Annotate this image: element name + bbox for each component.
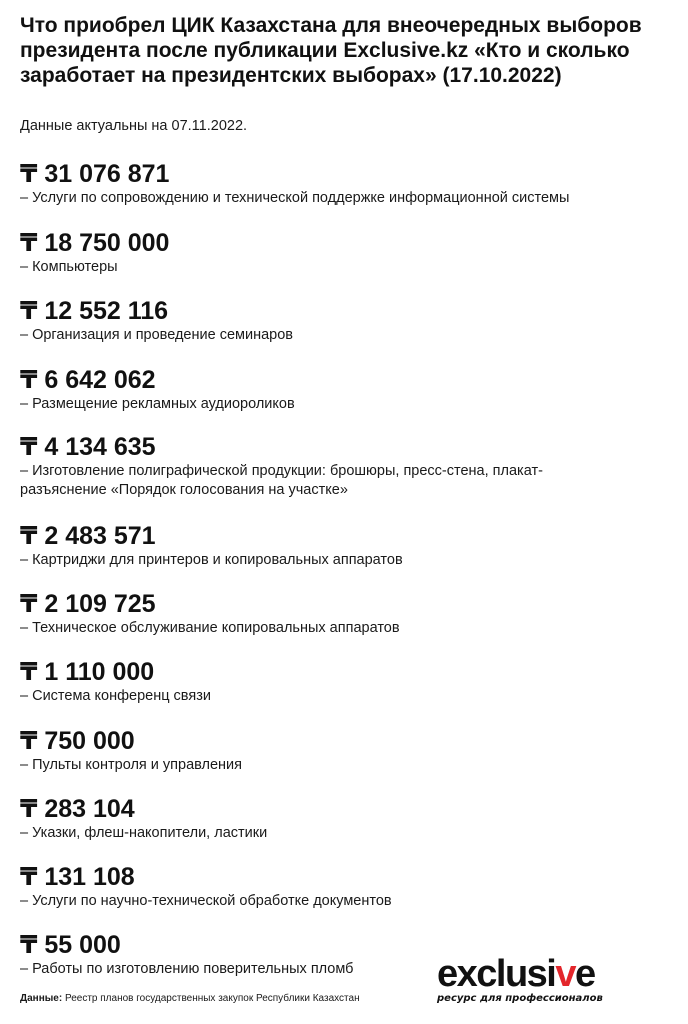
logo-word-main: exclusi <box>437 953 556 995</box>
purchase-item <box>20 229 680 277</box>
purchase-description: – Организация и проведение семинаров <box>20 327 293 343</box>
purchase-description: – Услуги по сопровождению и технической поддержке информационной системы <box>20 190 570 206</box>
purchase-amount: ₸ 283 104 <box>20 795 135 823</box>
purchase-description: – Изготовление полиграфической продукции: брошюры, пресс-стена, плакат-разъяснение «Порядок голосования на участке» <box>20 463 543 498</box>
purchase-item <box>20 433 680 500</box>
logo-word-accent: v <box>555 953 576 995</box>
purchase-amount: ₸ 31 076 871 <box>20 160 170 188</box>
purchase-item <box>20 863 680 911</box>
purchase-item <box>20 522 680 570</box>
page-title: Что приобрел ЦИК Казахстана для внеочередных выборов президента после публикации Exclusive.kz «Кто и сколько заработает на президентских выборах» (17.10.2022) <box>20 14 642 87</box>
purchase-description: – Картриджи для принтеров и копировальных аппаратов <box>20 552 403 568</box>
data-source-note <box>20 993 360 1005</box>
purchase-amount: ₸ 2 109 725 <box>20 590 156 618</box>
exclusive-logo <box>437 955 622 1011</box>
purchase-description: – Система конференц связи <box>20 688 211 704</box>
data-source-text: Реестр планов государственных закупок Республики Казахстан <box>64 993 360 1004</box>
logo-word-end: e <box>575 953 595 995</box>
purchase-amount: ₸ 131 108 <box>20 863 135 891</box>
purchase-description: – Указки, флеш-накопители, ластики <box>20 825 268 841</box>
purchase-item <box>20 795 680 843</box>
purchase-amount: ₸ 12 552 116 <box>20 297 169 325</box>
purchase-description: – Компьютеры <box>20 259 118 275</box>
purchase-item <box>20 727 680 775</box>
logo-tagline: ресурс для профессионалов <box>437 993 603 1004</box>
purchase-item <box>20 366 680 414</box>
purchase-description: – Услуги по научно-технической обработке документов <box>20 893 392 909</box>
purchase-description: – Размещение рекламных аудиороликов <box>20 396 295 412</box>
purchase-item <box>20 297 680 345</box>
purchase-description: – Работы по изготовлению поверительных пломб <box>20 961 354 977</box>
purchase-description: – Пульты контроля и управления <box>20 757 243 773</box>
logo-wordmark <box>437 955 622 993</box>
purchase-amount: ₸ 6 642 062 <box>20 366 156 394</box>
data-source-label: Данные: <box>20 993 63 1004</box>
purchase-amount: ₸ 4 134 635 <box>20 433 156 461</box>
purchase-item <box>20 590 680 638</box>
purchase-amount: ₸ 2 483 571 <box>20 522 156 550</box>
purchase-description: – Техническое обслуживание копировальных аппаратов <box>20 620 400 636</box>
purchase-item <box>20 160 680 208</box>
purchase-amount: ₸ 750 000 <box>20 727 135 755</box>
data-updated-note: Данные актуальны на 07.11.2022. <box>20 118 248 134</box>
purchase-amount: ₸ 1 110 000 <box>20 658 155 686</box>
purchase-item <box>20 658 680 706</box>
purchase-amount: ₸ 18 750 000 <box>20 229 170 257</box>
purchase-amount: ₸ 55 000 <box>20 931 121 959</box>
